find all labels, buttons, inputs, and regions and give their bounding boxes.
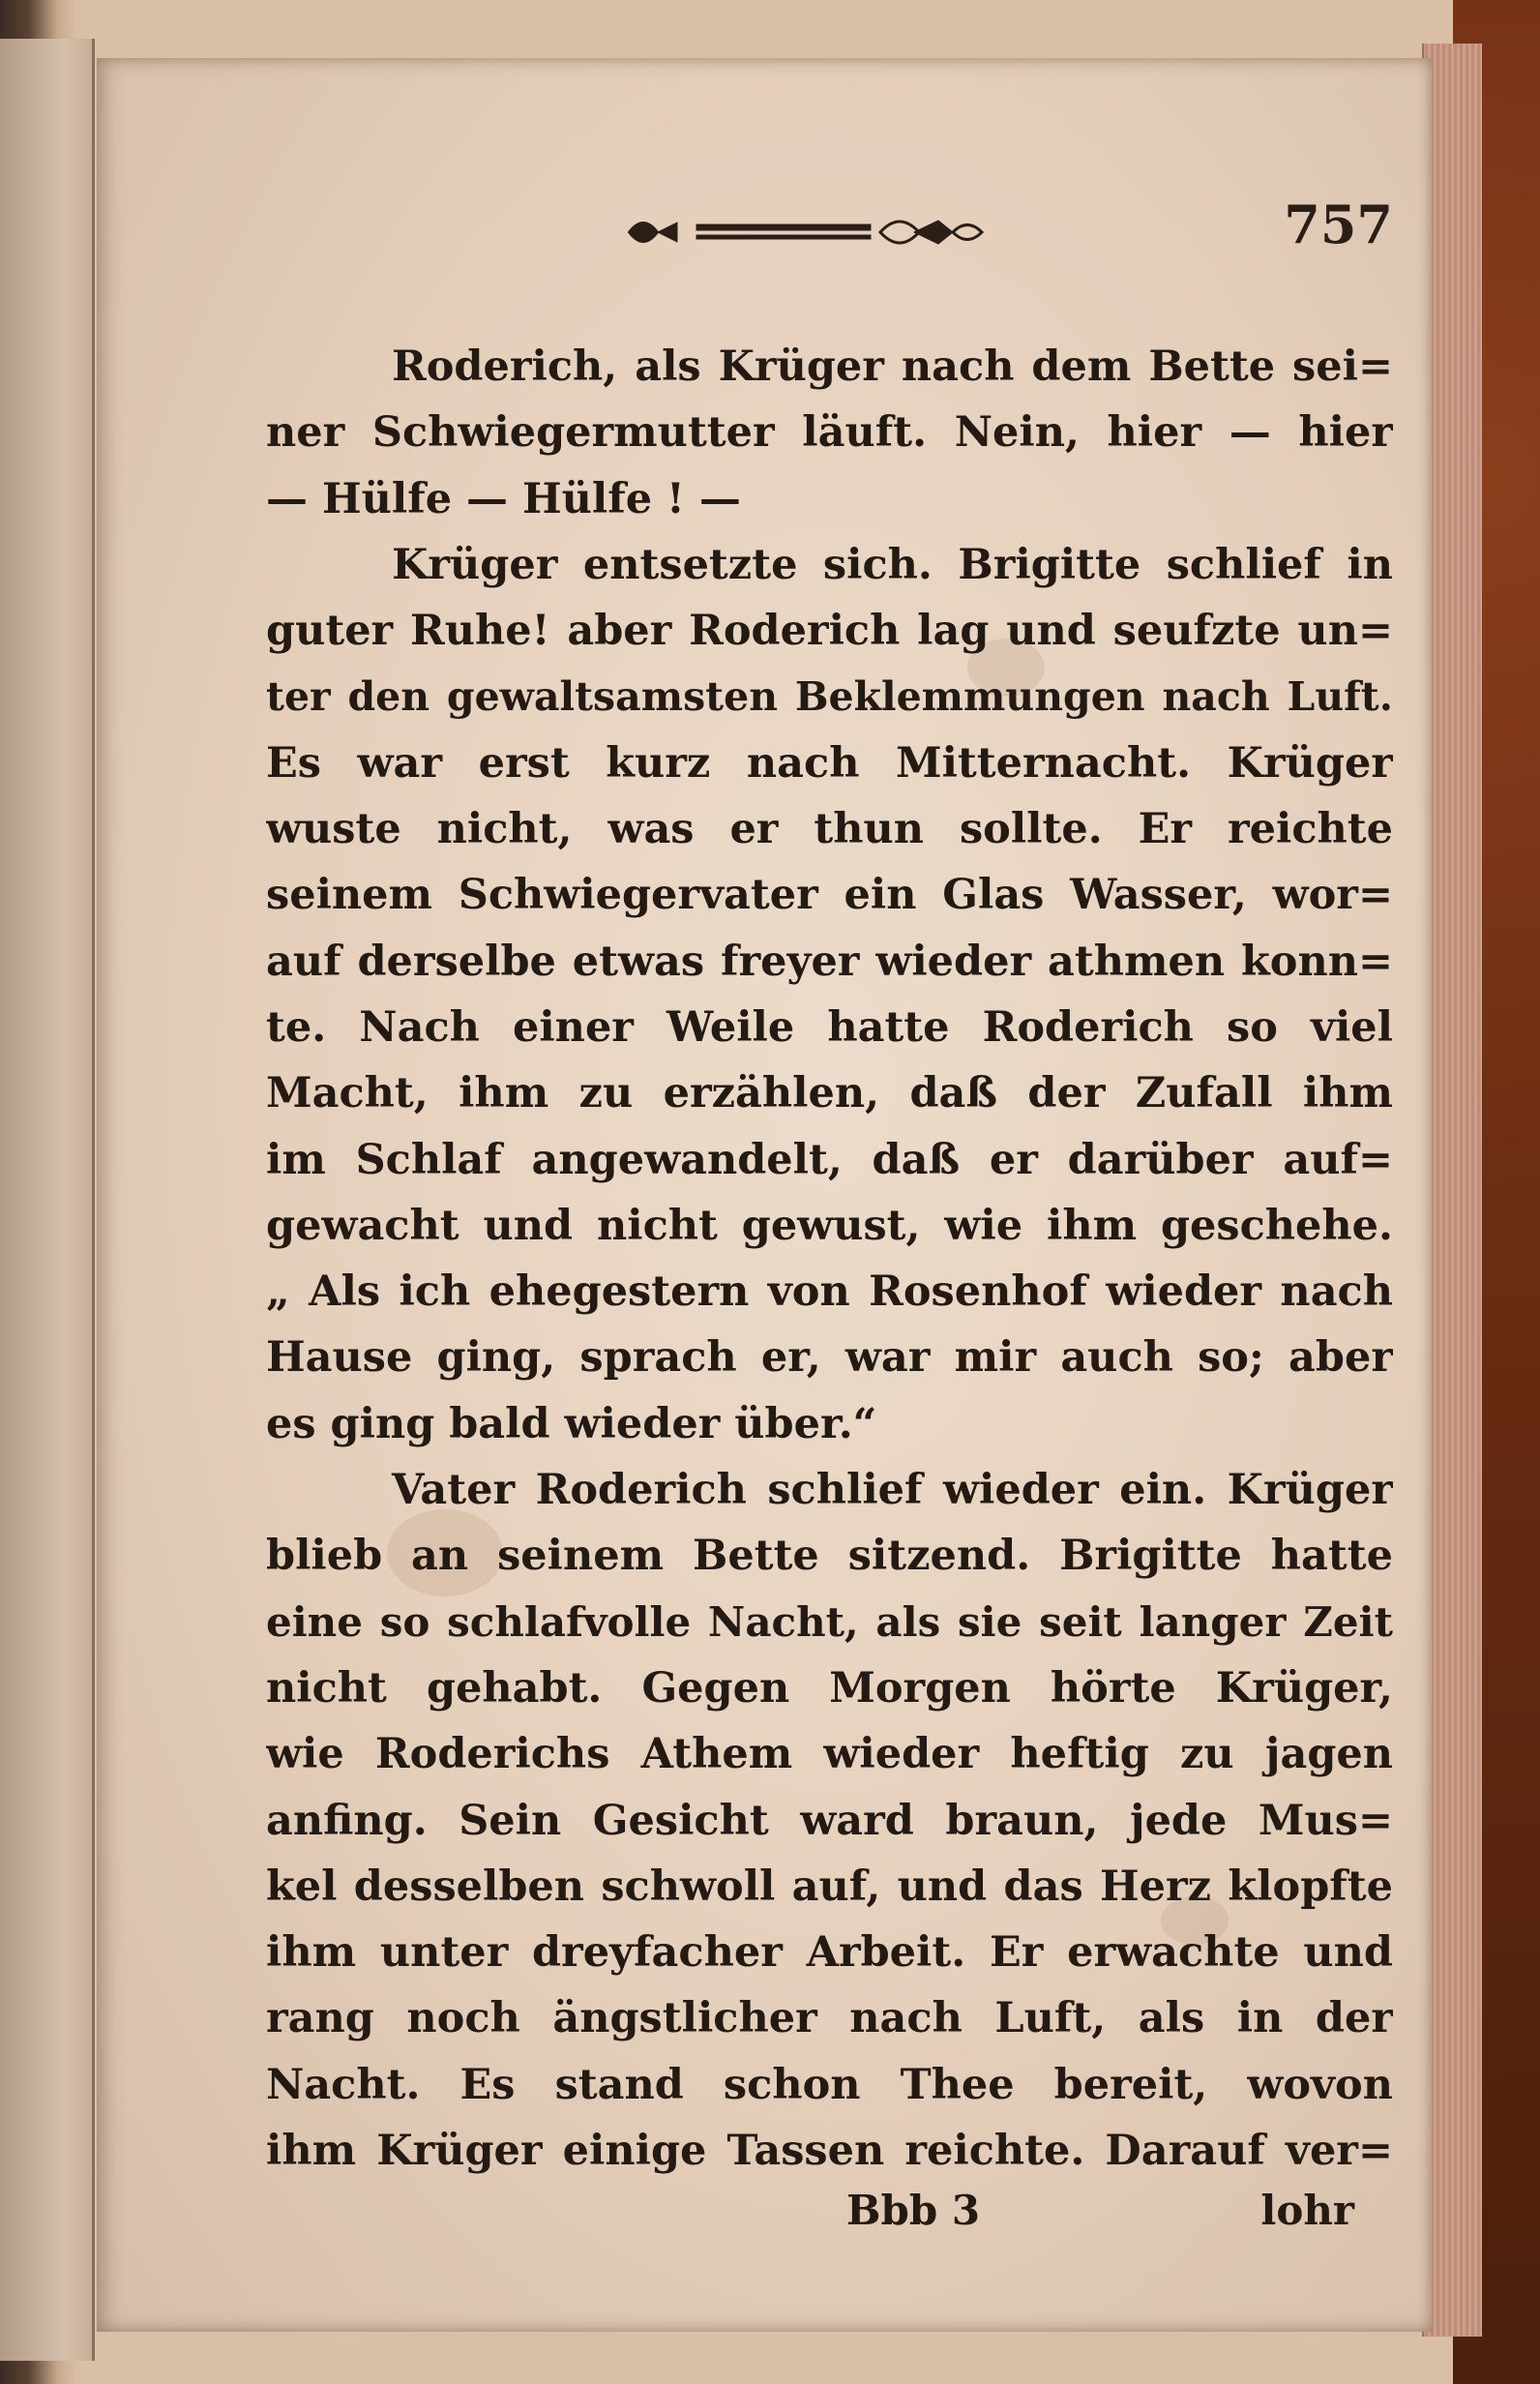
- text-line: seinem Schwiegervater ein Glas Wasser, wor=: [266, 871, 1393, 920]
- book-page: [97, 58, 1432, 2332]
- text-line: Hause ging, sprach er, war mir auch so; aber: [266, 1333, 1393, 1383]
- catchword: lohr: [1260, 2187, 1354, 2234]
- text-line: kel desselben schwoll auf, und das Herz klopfte: [266, 1862, 1393, 1911]
- text-line: ihm Krüger einige Tassen reichte. Darauf ver=: [266, 2127, 1393, 2176]
- text-line: Nacht. Es stand schon Thee bereit, wovon: [266, 2060, 1393, 2109]
- text-line: ter den gewaltsamsten Beklemmungen nach Luft.: [266, 673, 1393, 721]
- text-line: auf derselbe etwas freyer wieder athmen konn=: [266, 937, 1393, 986]
- text-line: es ging bald wieder über.“: [266, 1399, 877, 1448]
- text-line: te. Nach einer Weile hatte Roderich so viel: [266, 1002, 1393, 1052]
- text-line: Roderich, als Krüger nach dem Bette sei=: [392, 343, 1393, 391]
- page-header: [619, 194, 1393, 271]
- page-footer: [266, 2187, 1393, 2254]
- text-line: — Hülfe — Hülfe ! —: [266, 474, 741, 523]
- text-line: Macht, ihm zu erzählen, daß der Zufall ihm: [266, 1069, 1393, 1118]
- page-number: 757: [1284, 194, 1393, 255]
- text-line: wuste nicht, was er thun sollte. Er reichte: [266, 805, 1393, 854]
- signature-mark: Bbb 3: [846, 2187, 981, 2234]
- text-line: ihm unter dreyfacher Arbeit. Er erwachte und: [266, 1928, 1393, 1978]
- text-line: gewacht und nicht gewust, wie ihm geschehe.: [266, 1201, 1393, 1250]
- text-line: nicht gehabt. Gegen Morgen hörte Krüger,: [266, 1663, 1393, 1713]
- text-line: ner Schwiegermutter läuft. Nein, hier — hier: [266, 408, 1393, 458]
- text-line: „ Als ich ehegestern von Rosenhof wieder nach: [266, 1267, 1393, 1317]
- header-ornament-icon: [619, 203, 1045, 261]
- text-line: eine so schlafvolle Nacht, als sie seit langer Zeit: [266, 1597, 1393, 1646]
- text-line: blieb an seinem Bette sitzend. Brigitte hatte: [266, 1532, 1393, 1581]
- text-line: rang noch ängstlicher nach Luft, als in der: [266, 1994, 1393, 2043]
- text-line: Vater Roderich schlief wieder ein. Krüger: [392, 1466, 1393, 1515]
- text-line: Es war erst kurz nach Mitternacht. Krüger: [266, 738, 1393, 788]
- text-line: guter Ruhe! aber Roderich lag und seufzte un=: [266, 607, 1393, 656]
- text-line: im Schlaf angewandelt, daß er darüber auf=: [266, 1135, 1393, 1184]
- text-line: Krüger entsetzte sich. Brigitte schlief in: [392, 540, 1393, 589]
- text-line: anfing. Sein Gesicht ward braun, jede Mus=: [266, 1796, 1393, 1845]
- page-body-text: [266, 334, 1393, 2176]
- text-line: wie Roderichs Athem wieder heftig zu jagen: [266, 1730, 1393, 1779]
- left-facing-page-edge: [0, 39, 95, 2361]
